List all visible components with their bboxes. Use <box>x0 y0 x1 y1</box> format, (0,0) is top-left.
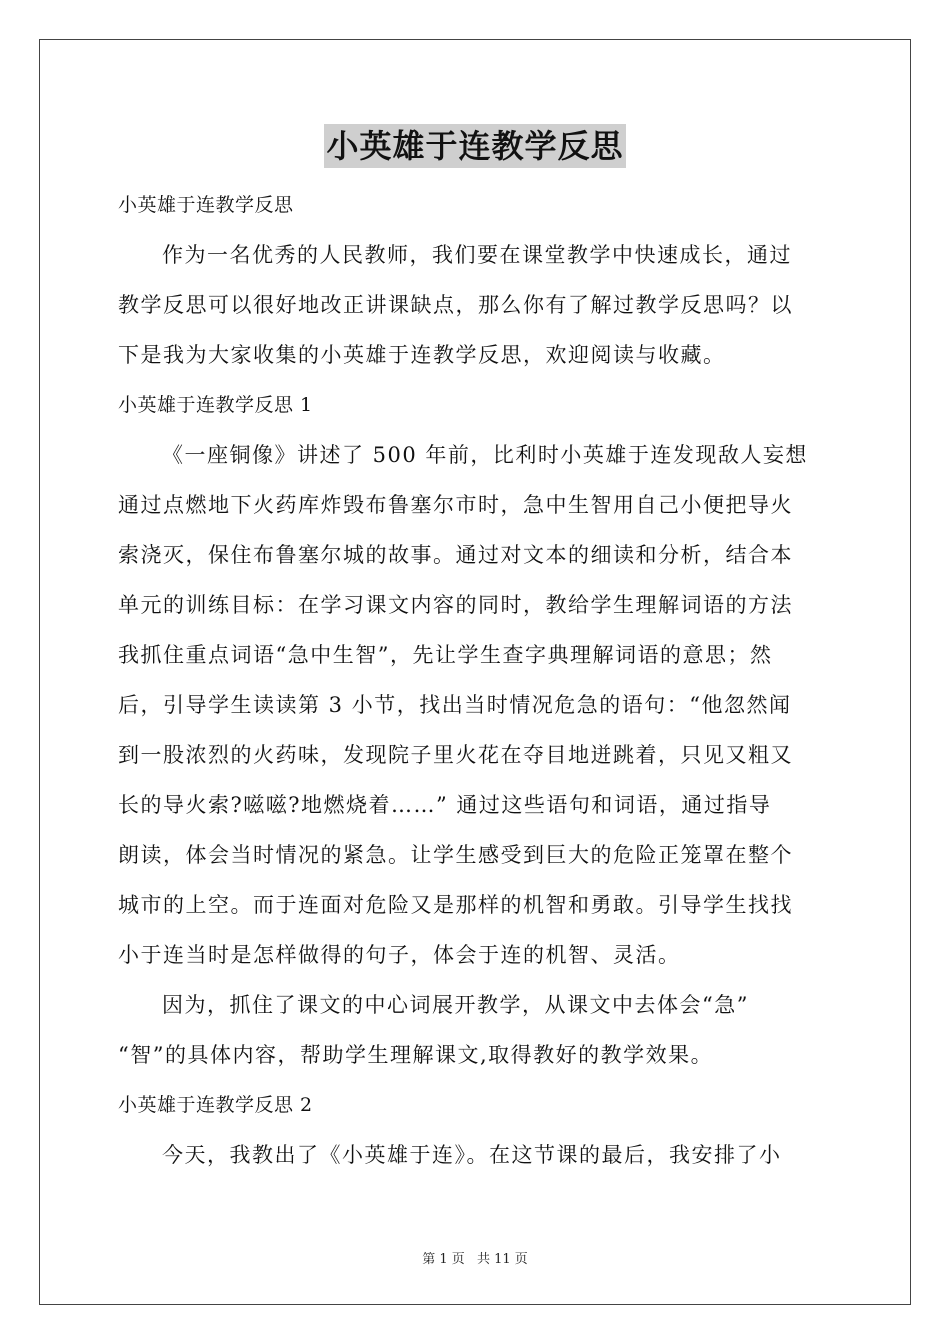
paragraph-line: 《一座铜像》讲述了 500 年前，比利时小英雄于连发现敌人妄想 <box>162 443 808 467</box>
paragraph-line: 通过点燃地下火药库炸毁布鲁塞尔市时，急中生智用自己小便把导火 <box>118 493 793 517</box>
document-title: 小英雄于连教学反思 <box>324 124 625 168</box>
paragraph-line: 到一股浓烈的火药味，发现院子里火花在夺目地迸跳着，只见又粗又 <box>118 743 793 767</box>
paragraph-line: 教学反思可以很好地改正讲课缺点，那么你有了解过教学反思吗？以 <box>118 293 793 317</box>
paragraph-line: 长的导火索?嗞嗞?地燃烧着……” 通过这些语句和词语，通过指导 <box>118 793 772 817</box>
page-total: 共 11 页 <box>476 1252 528 1267</box>
page-number: 第 1 页 <box>422 1252 465 1267</box>
paragraph-line: 朗读，体会当时情况的紧急。让学生感受到巨大的危险正笼罩在整个 <box>118 843 793 867</box>
paragraph-line: 因为，抓住了课文的中心词展开教学，从课文中去体会“急” <box>162 993 749 1017</box>
section-heading: 小英雄于连教学反思 2 <box>118 1094 313 1116</box>
section-heading: 小英雄于连教学反思 1 <box>118 394 313 416</box>
page-footer <box>0 1248 950 1267</box>
paragraph-line: 索浇灭，保住布鲁塞尔城的故事。通过对文本的细读和分析，结合本 <box>118 543 793 567</box>
paragraph-line: 后，引导学生读读第 3 小节，找出当时情况危急的语句：“他忽然闻 <box>118 693 792 717</box>
paragraph-line: “智”的具体内容，帮助学生理解课文,取得教好的教学效果。 <box>118 1043 714 1067</box>
document-body <box>118 180 834 1180</box>
paragraph-line: 城市的上空。而于连面对危险又是那样的机智和勇敢。引导学生找找 <box>118 893 793 917</box>
title-area <box>0 124 950 168</box>
paragraph-line: 下是我为大家收集的小英雄于连教学反思，欢迎阅读与收藏。 <box>118 343 726 367</box>
paragraph-line: 单元的训练目标：在学习课文内容的同时，教给学生理解词语的方法 <box>118 593 793 617</box>
paragraph-line: 小于连当时是怎样做得的句子，体会于连的机智、灵活。 <box>118 943 681 967</box>
paragraph-line: 我抓住重点词语“急中生智”，先让学生查字典理解词语的意思；然 <box>118 643 773 667</box>
paragraph-line: 作为一名优秀的人民教师，我们要在课堂教学中快速成长，通过 <box>162 243 792 267</box>
section-heading: 小英雄于连教学反思 <box>118 194 294 216</box>
paragraph-line: 今天，我教出了《小英雄于连》。在这节课的最后，我安排了小 <box>162 1143 782 1167</box>
